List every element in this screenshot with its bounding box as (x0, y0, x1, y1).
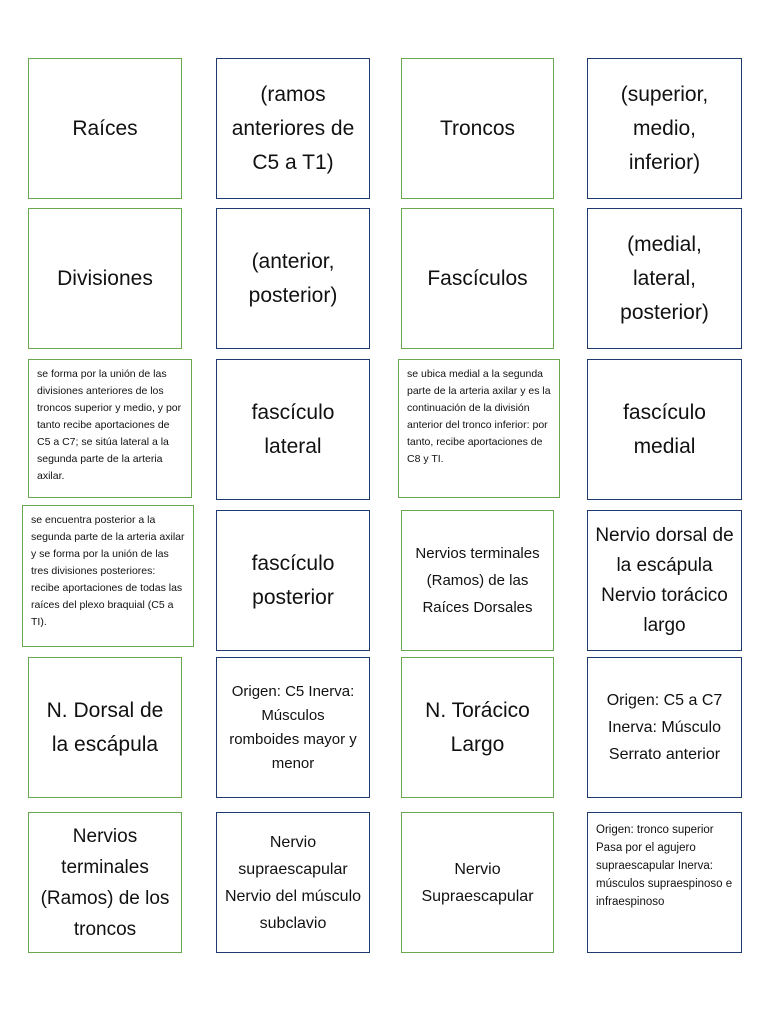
card-text: (medial, lateral, posterior) (620, 232, 709, 324)
card-supraescapular-subclavio (216, 812, 370, 953)
card-origen-tronco-superior (587, 812, 742, 953)
card-desc-fasciculo-posterior (22, 505, 194, 647)
card-text: fascículo lateral (251, 400, 335, 458)
card-text: N. Torácico Largo (425, 698, 530, 756)
card-text: se encuentra posterior a la segunda parte de la arteria axilar y se forma por la unión de las tres divisiones posteriores: recibe aportaciones de todas las raíces del plexo braquial (C5 a TI). (31, 514, 185, 628)
card-raices (28, 58, 182, 199)
card-superior-medio-inferior (587, 58, 742, 199)
card-text: Raíces (72, 116, 138, 140)
card-fasciculo-medial (587, 359, 742, 500)
card-text: Nervios terminales (Ramos) de las Raíces Dorsales (415, 545, 540, 616)
card-text: N. Dorsal de la escápula (46, 698, 164, 756)
card-text: Divisiones (57, 266, 153, 290)
card-ramos-anteriores (216, 58, 370, 199)
card-origen-romboides (216, 657, 370, 798)
card-dorsal-toracico (587, 510, 742, 651)
card-n-toracico-largo (401, 657, 554, 798)
card-text: Nervio supraescapular Nervio del músculo subclavio (224, 833, 362, 932)
card-text: (ramos anteriores de C5 a T1) (231, 82, 355, 174)
card-medial-lateral-posterior (587, 208, 742, 349)
card-text: Origen: tronco superior Pasa por el agujero supraescapular Inerva: músculos supraespinoso e infraespinoso (596, 824, 733, 908)
card-nervio-supraescapular (401, 812, 554, 953)
card-text: fascículo posterior (251, 551, 335, 609)
card-desc-fasciculo-lateral (28, 359, 192, 498)
card-text: Troncos (439, 116, 516, 140)
card-fasciculo-posterior (216, 510, 370, 651)
card-text: Nervio Supraescapular (421, 860, 534, 905)
card-text: (superior, medio, inferior) (620, 82, 709, 174)
card-ramos-troncos (28, 812, 182, 953)
card-text: Nervios terminales (Ramos) de los troncos (40, 825, 170, 940)
card-text: Fascículos (427, 266, 528, 290)
card-anterior-posterior (216, 208, 370, 349)
card-fasciculo-lateral (216, 359, 370, 500)
card-fasciculos (401, 208, 554, 349)
card-text: se forma por la unión de las divisiones anteriores de los troncos superior y medio, y por tanto recibe aportaciones de C5 a C7; se sitúa lateral a la segunda parte de la arteria axilar. (37, 368, 182, 482)
card-text: fascículo medial (623, 400, 706, 458)
card-text: (anterior, posterior) (248, 249, 338, 307)
card-origen-serrato (587, 657, 742, 798)
card-text: Nervio dorsal de la escápula Nervio torácico largo (595, 524, 734, 636)
card-n-dorsal-escapula (28, 657, 182, 798)
card-troncos (401, 58, 554, 199)
card-divisiones (28, 208, 182, 349)
card-ramos-raices-dorsales (401, 510, 554, 651)
card-text: se ubica medial a la segunda parte de la arteria axilar y es la continuación de la división anterior del tronco inferior: por tanto, recibe aportaciones de C8 y TI. (407, 368, 551, 465)
card-desc-fasciculo-medial (398, 359, 560, 498)
card-text: Origen: C5 Inerva: Músculos romboides mayor y menor (229, 682, 357, 772)
card-text: Origen: C5 a C7 Inerva: Músculo Serrato anterior (606, 692, 723, 763)
